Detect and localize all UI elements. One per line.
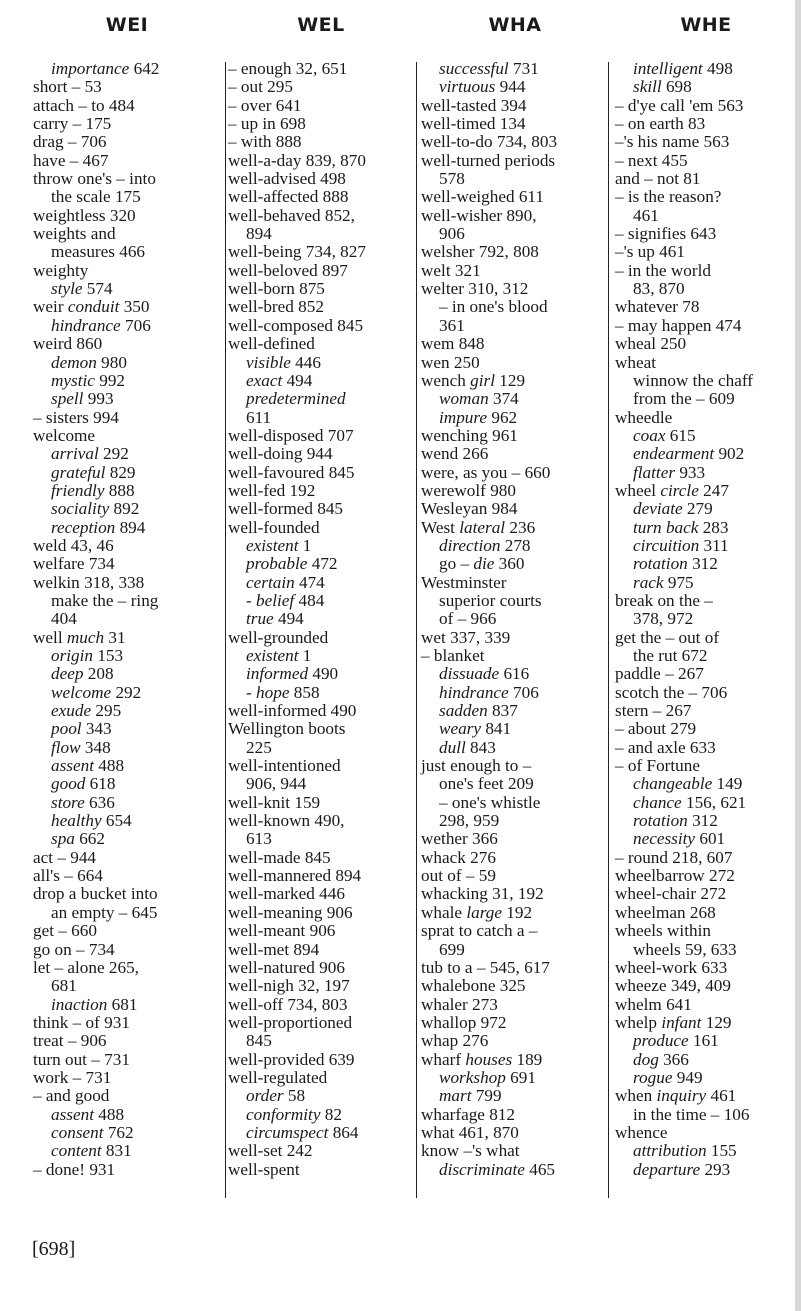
index-entry: circumspect 864 xyxy=(246,1122,359,1142)
index-entry: wheat xyxy=(615,352,657,372)
index-entry: 225 xyxy=(246,737,272,757)
index-entry: hindrance 706 xyxy=(51,315,151,335)
index-entry: dissuade 616 xyxy=(439,664,530,684)
index-entry: wheal 250 xyxy=(615,334,687,354)
index-entry: welt 321 xyxy=(421,260,481,280)
index-entry: –'s his name 563 xyxy=(615,132,730,152)
index-entry: wench girl 129 xyxy=(421,370,526,390)
index-entry: true 494 xyxy=(246,609,304,629)
index-entry: superior courts xyxy=(439,590,542,610)
index-entry: produce 161 xyxy=(633,1031,719,1051)
index-entry: well-mannered 894 xyxy=(228,866,362,886)
index-entry: necessity 601 xyxy=(633,829,726,849)
index-entry: intelligent 498 xyxy=(633,59,733,78)
index-entry: wet 337, 339 xyxy=(421,627,511,647)
index-entry: weird 860 xyxy=(33,334,103,354)
index-entry: well-a-day 839, 870 xyxy=(228,150,366,170)
index-entry: have – 467 xyxy=(33,150,109,170)
index-entry: of – 966 xyxy=(439,609,497,629)
index-entry: exact 494 xyxy=(246,370,313,390)
index-entry: 298, 959 xyxy=(439,811,500,831)
index-entry: well-spent xyxy=(228,1159,300,1179)
index-entry: well-provided 639 xyxy=(228,1049,355,1069)
index-entry: 611 xyxy=(246,407,272,427)
index-entry: one's feet 209 xyxy=(439,774,534,794)
index-entry: well-bred 852 xyxy=(228,297,324,317)
index-entry: well-informed 490 xyxy=(228,701,357,721)
index-entry: Westminster xyxy=(421,572,507,592)
index-entry: well-doing 944 xyxy=(228,444,333,464)
index-entry: whap 276 xyxy=(421,1031,489,1051)
index-entry: what 461, 870 xyxy=(421,1122,519,1142)
index-entry: attach – to 484 xyxy=(33,95,135,115)
index-entry: reception 894 xyxy=(51,517,146,537)
index-column-2 xyxy=(228,60,423,1179)
index-entry: rack 975 xyxy=(633,572,694,592)
index-entry: go – die 360 xyxy=(439,554,525,574)
index-entry: 906, 944 xyxy=(246,774,307,794)
index-entry: well-set 242 xyxy=(228,1141,313,1161)
index-entry: well-behaved 852, xyxy=(228,205,355,225)
running-head-3: WHA xyxy=(488,14,542,36)
index-entry: 361 xyxy=(439,315,465,335)
index-entry: well-affected 888 xyxy=(228,187,349,207)
index-entry: turn back 283 xyxy=(633,517,729,537)
index-entry: weightless 320 xyxy=(33,205,136,225)
index-entry: act – 944 xyxy=(33,847,97,867)
index-entry: – and axle 633 xyxy=(615,737,716,757)
index-entry: well-beloved 897 xyxy=(228,260,348,280)
index-entry: assent 488 xyxy=(51,1104,125,1124)
index-entry: wheeze 349, 409 xyxy=(615,976,731,996)
index-entry: 699 xyxy=(439,939,465,959)
index-entry: wheelman 268 xyxy=(615,902,716,922)
index-entry: pool 343 xyxy=(51,719,112,739)
index-entry: sadden 837 xyxy=(439,701,518,721)
column-rule xyxy=(225,62,226,1198)
index-entry: go on – 734 xyxy=(33,939,115,959)
index-entry: assent 488 xyxy=(51,756,125,776)
index-entry: in the time – 106 xyxy=(633,1104,750,1124)
index-entry: well-born 875 xyxy=(228,279,325,299)
index-entry: wenching 961 xyxy=(421,425,518,445)
index-entry: well-disposed 707 xyxy=(228,425,354,445)
index-entry: conformity 82 xyxy=(246,1104,342,1124)
index-entry: – may happen 474 xyxy=(615,315,742,335)
index-entry: – over 641 xyxy=(228,95,302,115)
index-entry: whaler 273 xyxy=(421,994,498,1014)
index-entry: origin 153 xyxy=(51,646,124,665)
index-entry: scotch the – 706 xyxy=(615,682,728,702)
index-entry: wheelbarrow 272 xyxy=(615,866,735,886)
index-entry: certain 474 xyxy=(246,572,325,592)
index-entry: whale large 192 xyxy=(421,902,533,922)
index-entry: consent 762 xyxy=(51,1122,134,1142)
index-entry: 378, 972 xyxy=(633,609,694,629)
index-entry: out of – 59 xyxy=(421,866,496,886)
index-entry: wether 366 xyxy=(421,829,498,849)
index-entry: whack 276 xyxy=(421,847,496,867)
index-entry: well-marked 446 xyxy=(228,884,345,904)
index-entry: winnow the chaff xyxy=(633,370,753,390)
index-entry: mart 799 xyxy=(439,1086,502,1106)
index-entry: wheedle xyxy=(615,407,673,427)
index-entry: well-meaning 906 xyxy=(228,902,353,922)
running-head-1: WEI xyxy=(105,14,149,36)
index-entry: visible 446 xyxy=(246,352,321,372)
index-entry: turn out – 731 xyxy=(33,1049,130,1069)
index-entry: store 636 xyxy=(51,792,115,812)
index-entry: well-nigh 32, 197 xyxy=(228,976,350,996)
index-entry: know –'s what xyxy=(421,1141,520,1161)
index-entry: existent 1 xyxy=(246,535,312,555)
index-entry: sociality 892 xyxy=(51,499,140,519)
index-entry: impure 962 xyxy=(439,407,518,427)
index-entry: workshop 691 xyxy=(439,1067,536,1087)
index-entry: – with 888 xyxy=(228,132,302,152)
running-head-2: WEL xyxy=(297,14,345,36)
index-entry: 845 xyxy=(246,1031,272,1051)
index-entry: tub to a – 545, 617 xyxy=(421,957,550,977)
index-entry: discriminate 465 xyxy=(439,1159,556,1179)
index-entry: direction 278 xyxy=(439,535,531,555)
index-entry: successful 731 xyxy=(439,59,539,78)
index-entry: well-to-do 734, 803 xyxy=(421,132,558,152)
index-entry: whelp infant 129 xyxy=(615,1012,732,1032)
index-entry: 83, 870 xyxy=(633,279,685,299)
index-entry: wharf houses 189 xyxy=(421,1049,543,1069)
index-entry: think – of 931 xyxy=(33,1012,130,1032)
index-entry: – enough 32, 651 xyxy=(228,59,348,78)
index-entry: deviate 279 xyxy=(633,499,713,519)
index-entry: rogue 949 xyxy=(633,1067,703,1087)
index-entry: weary 841 xyxy=(439,719,512,739)
index-entry: well-met 894 xyxy=(228,939,320,959)
index-entry: content 831 xyxy=(51,1141,132,1161)
index-entry: make the – ring xyxy=(51,590,159,610)
index-entry: – one's whistle xyxy=(439,792,541,812)
index-entry: – sisters 994 xyxy=(33,407,119,427)
index-entry: whence xyxy=(615,1122,668,1142)
index-entry: – signifies 643 xyxy=(615,224,717,244)
index-entry: let – alone 265, xyxy=(33,957,139,977)
index-entry: well-intentioned xyxy=(228,756,341,776)
index-entry: welkin 318, 338 xyxy=(33,572,145,592)
index-entry: 613 xyxy=(246,829,272,849)
index-entry: inaction 681 xyxy=(51,994,138,1014)
index-entry: an empty – 645 xyxy=(51,902,158,922)
index-entry: welcome xyxy=(33,425,96,445)
index-entry: weights and xyxy=(33,224,116,244)
index-entry: rotation 312 xyxy=(633,811,718,831)
index-entry: drag – 706 xyxy=(33,132,107,152)
index-entry: –'s up 461 xyxy=(615,242,685,262)
index-entry: grateful 829 xyxy=(51,462,136,482)
index-entry: arrival 292 xyxy=(51,444,129,464)
index-entry: – on earth 83 xyxy=(615,114,706,134)
index-entry: sprat to catch a – xyxy=(421,921,538,941)
index-entry: all's – 664 xyxy=(33,866,103,886)
index-entry: – round 218, 607 xyxy=(615,847,733,867)
index-entry: well-natured 906 xyxy=(228,957,345,977)
index-entry: probable 472 xyxy=(246,554,338,574)
index-entry: healthy 654 xyxy=(51,811,132,831)
index-entry: 906 xyxy=(439,224,465,244)
index-entry: style 574 xyxy=(51,279,113,299)
index-entry: wheel circle 247 xyxy=(615,480,729,500)
index-entry: – and good xyxy=(33,1086,110,1106)
index-entry: well much 31 xyxy=(33,627,126,647)
index-column-4 xyxy=(615,60,801,1179)
index-entry: just enough to – xyxy=(421,756,532,776)
index-entry: – up in 698 xyxy=(228,114,306,134)
index-entry: well-favoured 845 xyxy=(228,462,355,482)
index-entry: well-formed 845 xyxy=(228,499,344,519)
index-entry: wheel-work 633 xyxy=(615,957,728,977)
index-entry: deep 208 xyxy=(51,664,114,684)
index-entry: well-proportioned xyxy=(228,1012,353,1032)
index-entry: well-being 734, 827 xyxy=(228,242,366,262)
index-entry: Wesleyan 984 xyxy=(421,499,518,519)
index-entry: whatever 78 xyxy=(615,297,700,317)
index-entry: woman 374 xyxy=(439,389,519,409)
index-entry: spell 993 xyxy=(51,389,114,409)
index-entry: informed 490 xyxy=(246,664,339,684)
index-entry: get – 660 xyxy=(33,921,97,941)
index-entry: circuition 311 xyxy=(633,535,729,555)
index-entry: flow 348 xyxy=(51,737,111,757)
index-entry: wheels within xyxy=(615,921,711,941)
index-entry: importance 642 xyxy=(51,59,160,78)
index-entry: and – not 81 xyxy=(615,169,701,189)
index-entry: exude 295 xyxy=(51,701,122,721)
index-entry: departure 293 xyxy=(633,1159,731,1179)
index-entry: 461 xyxy=(633,205,659,225)
index-entry: welter 310, 312 xyxy=(421,279,529,299)
index-entry: weighty xyxy=(33,260,89,280)
column-rule xyxy=(608,62,609,1198)
index-entry: throw one's – into xyxy=(33,169,156,189)
index-entry: predetermined xyxy=(246,389,346,409)
index-entry: whalebone 325 xyxy=(421,976,526,996)
page-number: [698] xyxy=(32,1238,76,1260)
index-entry: wharfage 812 xyxy=(421,1104,516,1124)
index-entry: dog 366 xyxy=(633,1049,689,1069)
index-entry: whacking 31, 192 xyxy=(421,884,544,904)
index-entry: weld 43, 46 xyxy=(33,535,114,555)
index-entry: welsher 792, 808 xyxy=(421,242,539,262)
index-entry: – out 295 xyxy=(228,77,293,97)
index-entry: well-off 734, 803 xyxy=(228,994,348,1014)
index-entry: – next 455 xyxy=(615,150,688,170)
index-entry: the scale 175 xyxy=(51,187,141,207)
index-entry: West lateral 236 xyxy=(421,517,536,537)
index-entry: treat – 906 xyxy=(33,1031,107,1051)
index-column-3 xyxy=(421,60,616,1179)
running-headers xyxy=(0,14,801,54)
index-entry: whallop 972 xyxy=(421,1012,507,1032)
index-entry: demon 980 xyxy=(51,352,127,372)
index-entry: skill 698 xyxy=(633,77,692,97)
index-entry: - hope 858 xyxy=(246,682,320,702)
index-entry: changeable 149 xyxy=(633,774,743,794)
index-entry: when inquiry 461 xyxy=(615,1086,737,1106)
index-entry: well-grounded xyxy=(228,627,329,647)
index-entry: drop a bucket into xyxy=(33,884,158,904)
running-head-4: WHE xyxy=(680,14,732,36)
index-entry: – is the reason? xyxy=(615,187,722,207)
index-entry: spa 662 xyxy=(51,829,105,849)
index-entry: 404 xyxy=(51,609,77,629)
index-entry: good 618 xyxy=(51,774,116,794)
index-entry: paddle – 267 xyxy=(615,664,704,684)
index-entry: chance 156, 621 xyxy=(633,792,747,812)
index-entry: wheels 59, 633 xyxy=(633,939,737,959)
index-entry: flatter 933 xyxy=(633,462,706,482)
index-entry: – about 279 xyxy=(615,719,697,739)
index-entry: were, as you – 660 xyxy=(421,462,551,482)
index-entry: carry – 175 xyxy=(33,114,112,134)
index-entry: break on the – xyxy=(615,590,713,610)
index-entry: well-meant 906 xyxy=(228,921,336,941)
index-entry: well-made 845 xyxy=(228,847,331,867)
index-entry: attribution 155 xyxy=(633,1141,737,1161)
index-entry: – blanket xyxy=(421,646,485,665)
index-entry: well-regulated xyxy=(228,1067,328,1087)
index-entry: get the – out of xyxy=(615,627,720,647)
index-entry: well-knit 159 xyxy=(228,792,321,812)
index-entry: wem 848 xyxy=(421,334,485,354)
index-entry: – in the world xyxy=(615,260,711,280)
index-entry: the rut 672 xyxy=(633,646,708,665)
index-entry: well-fed 192 xyxy=(228,480,316,500)
index-entry: well-timed 134 xyxy=(421,114,526,134)
index-column-1 xyxy=(33,60,228,1179)
index-entry: welcome 292 xyxy=(51,682,142,702)
index-entry: wend 266 xyxy=(421,444,489,464)
index-entry: friendly 888 xyxy=(51,480,135,500)
index-entry: – in one's blood xyxy=(439,297,548,317)
index-entry: existent 1 xyxy=(246,646,312,665)
index-entry: endearment 902 xyxy=(633,444,745,464)
index-entry: stern – 267 xyxy=(615,701,692,721)
index-entry: well-composed 845 xyxy=(228,315,364,335)
index-entry: well-defined xyxy=(228,334,315,354)
index-entry: coax 615 xyxy=(633,425,696,445)
column-rule xyxy=(416,62,417,1198)
index-entry: well-wisher 890, xyxy=(421,205,537,225)
index-entry: mystic 992 xyxy=(51,370,125,390)
index-entry: well-founded xyxy=(228,517,320,537)
index-entry: welfare 734 xyxy=(33,554,115,574)
index-entry: – of Fortune xyxy=(615,756,700,776)
index-entry: dull 843 xyxy=(439,737,496,757)
index-entry: well-tasted 394 xyxy=(421,95,527,115)
index-entry: order 58 xyxy=(246,1086,306,1106)
index-entry: wen 250 xyxy=(421,352,480,372)
index-entry: - belief 484 xyxy=(246,590,325,610)
index-entry: – done! 931 xyxy=(33,1159,116,1179)
index-entry: measures 466 xyxy=(51,242,146,262)
index-entry: 578 xyxy=(439,169,465,189)
index-entry: hindrance 706 xyxy=(439,682,539,702)
index-entry: well-known 490, xyxy=(228,811,345,831)
index-entry: 681 xyxy=(51,976,77,996)
index-entry: well-weighed 611 xyxy=(421,187,544,207)
index-entry: Wellington boots xyxy=(228,719,346,739)
index-entry: 894 xyxy=(246,224,272,244)
index-entry: virtuous 944 xyxy=(439,77,526,97)
index-entry: werewolf 980 xyxy=(421,480,516,500)
index-entry: work – 731 xyxy=(33,1067,112,1087)
index-entry: well-advised 498 xyxy=(228,169,346,189)
page-edge-shadow xyxy=(795,0,801,1311)
index-entry: wheel-chair 272 xyxy=(615,884,727,904)
index-entry: rotation 312 xyxy=(633,554,718,574)
index-entry: whelm 641 xyxy=(615,994,692,1014)
index-entry: weir conduit 350 xyxy=(33,297,150,317)
index-entry: from the – 609 xyxy=(633,389,735,409)
index-entry: short – 53 xyxy=(33,77,102,97)
index-entry: – d'ye call 'em 563 xyxy=(615,95,744,115)
index-entry: well-turned periods xyxy=(421,150,556,170)
